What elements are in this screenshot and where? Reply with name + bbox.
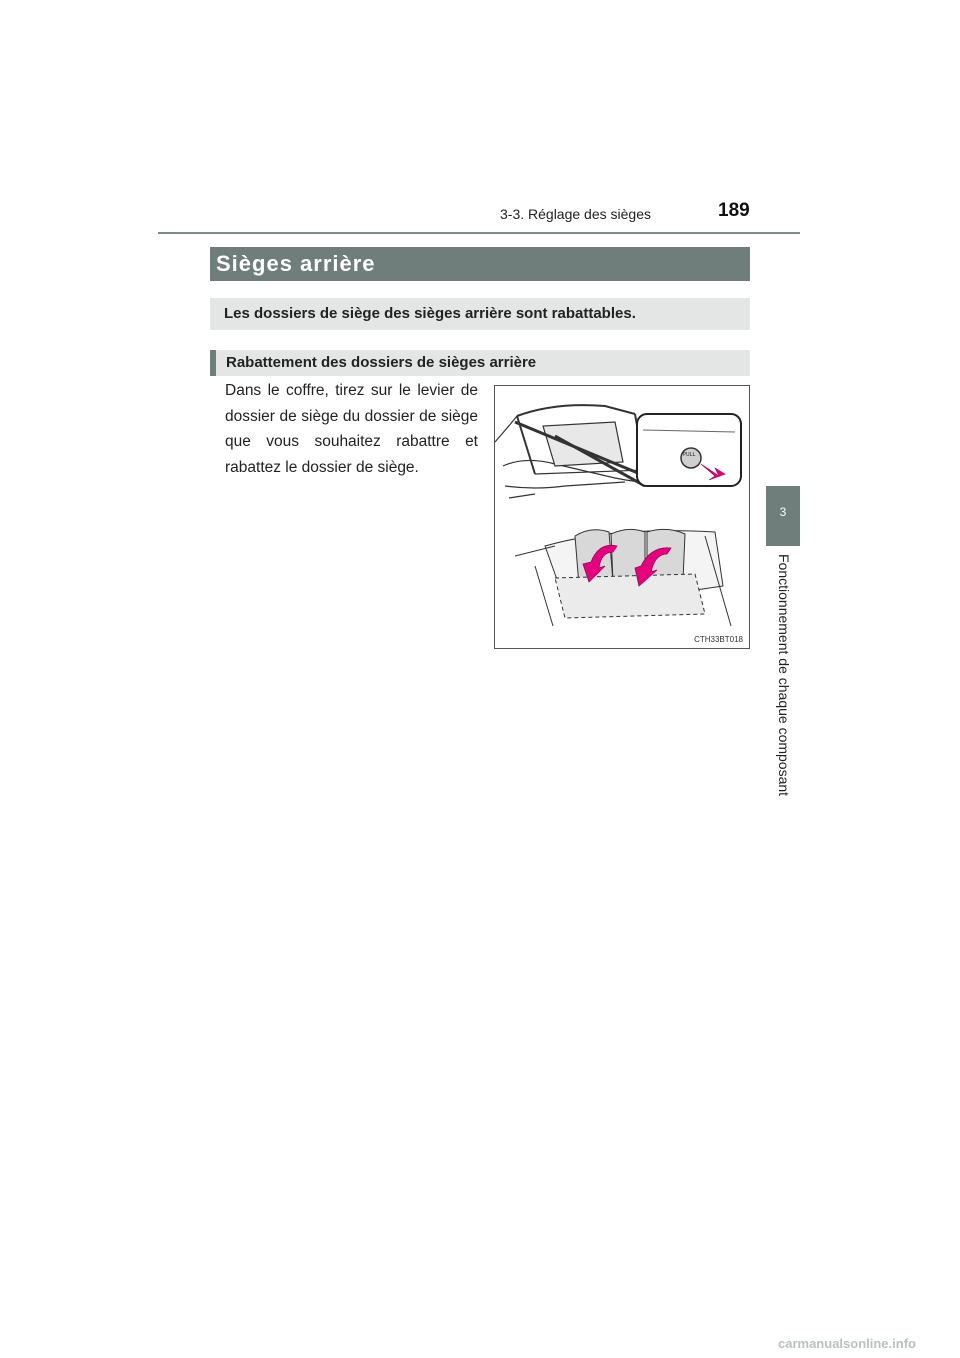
chapter-tab-label-text: Fonctionnement de chaque composant [776,554,792,797]
watermark: carmanualsonline.info [778,1336,916,1351]
rear-seats-drawing [515,529,731,626]
subsection-heading-bar [210,350,750,376]
instruction-paragraph: Dans le coffre, tirez sur le levier de dossier de siège du dossier de siège que vous souhaitez rabattre et rabattez le dossier de siège. [225,382,478,476]
figure-code: CTH33BT018 [694,635,743,644]
section-title: Sièges arrière [216,251,376,276]
page-number: 189 [718,200,750,221]
section-title-bar [210,247,750,281]
seat-folding-illustration [494,385,750,649]
chapter-heading: 3-3. Réglage des sièges [500,206,651,222]
illustration-drawing [495,386,751,650]
subsection-title: Rabattement des dossiers de sièges arrière [226,354,537,371]
lever-label: PULL [683,452,696,458]
chapter-tab-number: 3 [779,505,787,519]
chapter-tab [766,486,800,546]
lever-detail-inset [637,414,741,486]
header-divider [158,232,800,234]
subsection-accent [210,350,216,376]
intro-text: Les dossiers de siège des sièges arrière sont rabattables. [224,305,636,322]
intro-box [210,298,750,330]
